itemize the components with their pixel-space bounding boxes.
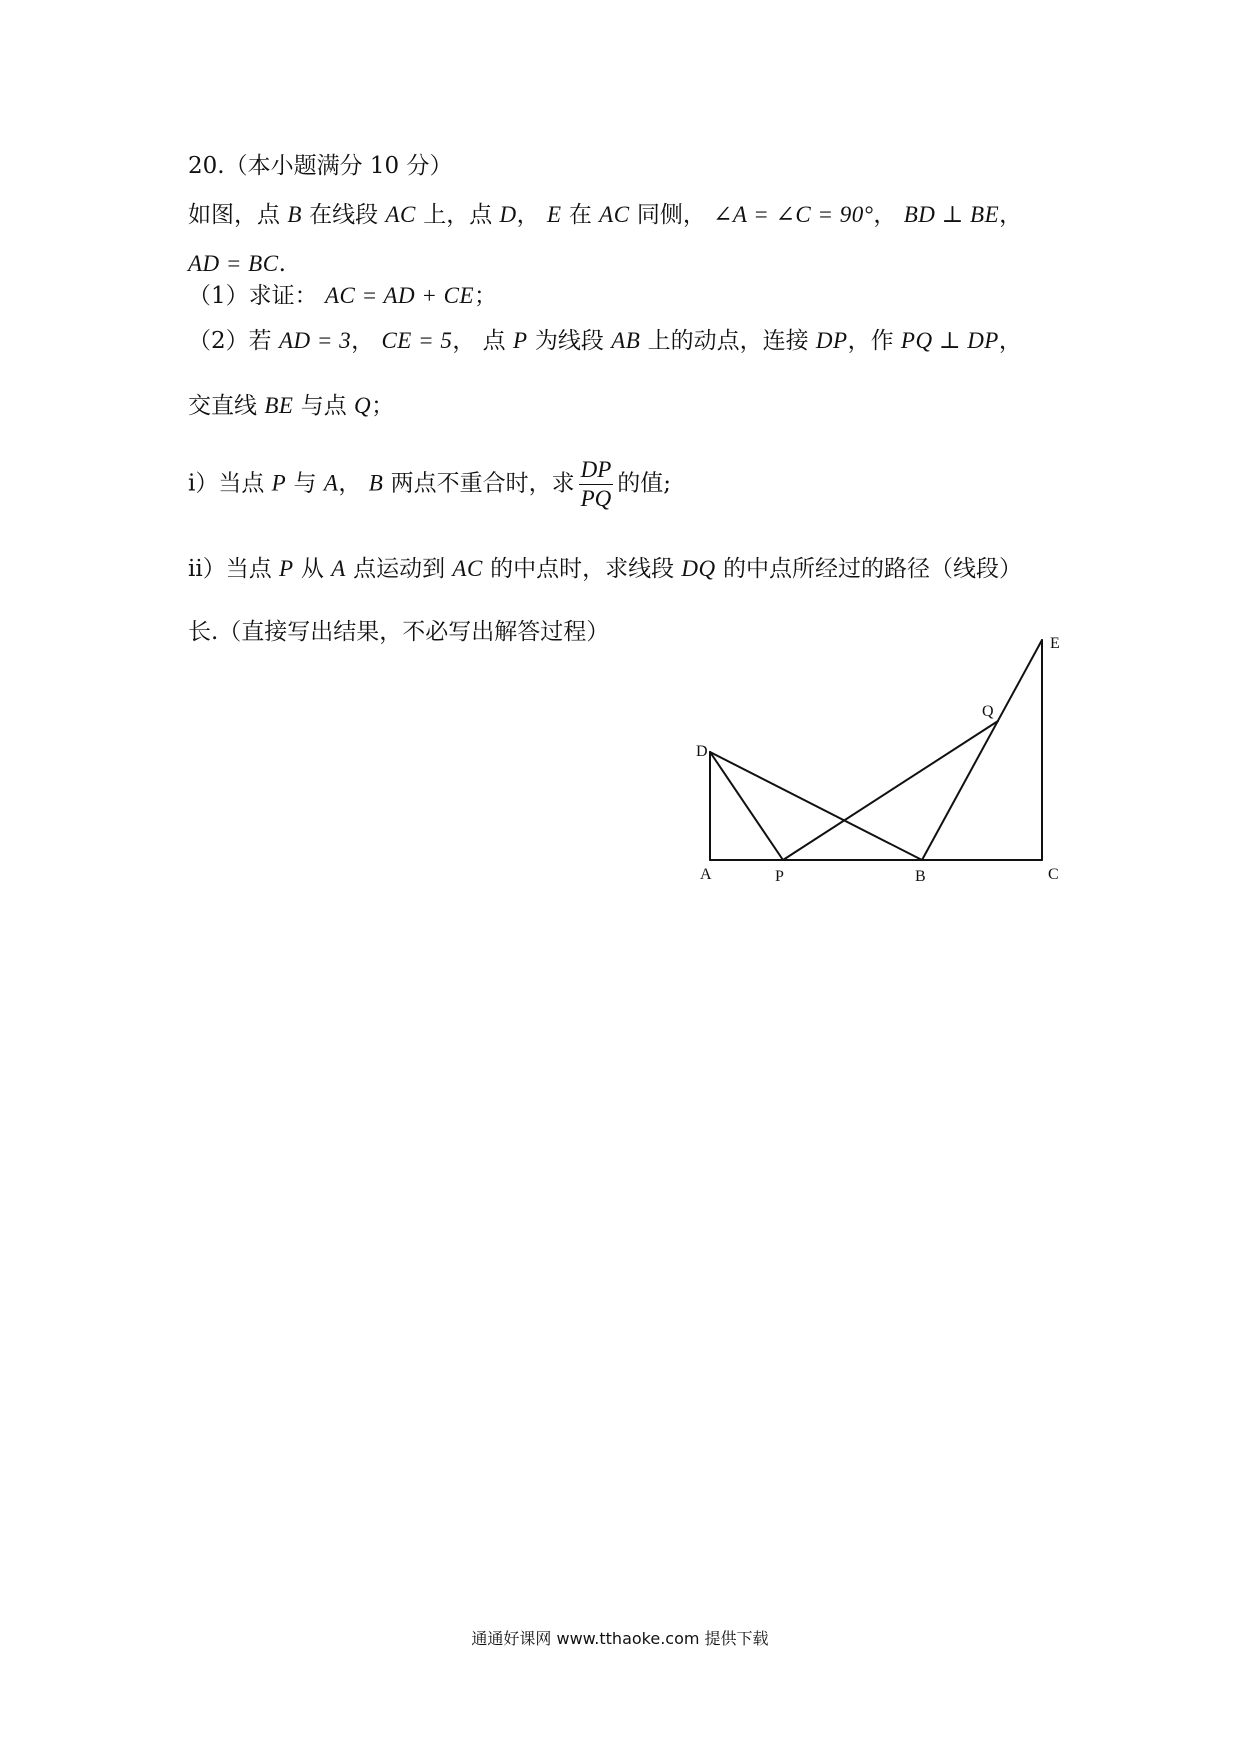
label-point-d: D — [696, 743, 708, 760]
text-fragment: 同侧， — [629, 202, 714, 228]
text-fragment: . — [278, 251, 286, 277]
math-fragment: AC — [599, 202, 630, 227]
text-fragment: （2）若 — [188, 328, 279, 354]
math-fragment: AB — [611, 328, 641, 353]
segment-pq — [783, 721, 998, 860]
geometry-figure — [680, 620, 1080, 900]
label-point-p: P — [775, 868, 784, 885]
page-footer: 通通好课网 www.tthaoke.com 提供下载 — [471, 1629, 769, 1648]
math-fragment: BD ⊥ BE — [903, 202, 1000, 227]
text-fragment: ， — [873, 202, 904, 228]
label-point-b: B — [915, 868, 926, 885]
problem-statement-line-1 — [188, 200, 1022, 230]
math-fragment: B — [287, 202, 302, 227]
math-fragment: A — [331, 556, 346, 581]
text-fragment: 两点不重合时，求 — [383, 470, 575, 497]
part-2 — [188, 326, 1022, 356]
text-fragment: ， — [999, 202, 1023, 228]
math-fragment: AD = 3 — [278, 328, 352, 353]
math-fragment: AC = AD + CE — [324, 283, 475, 308]
text-fragment: ， 点 — [452, 328, 513, 354]
segment-dp — [710, 752, 783, 860]
fraction-denominator: PQ — [580, 486, 612, 511]
math-fragment: CE = 5 — [381, 328, 453, 353]
text-fragment: ， — [351, 328, 382, 354]
math-fragment: P — [513, 328, 528, 353]
text-fragment: 在线段 — [301, 202, 386, 228]
text-fragment: 与点 — [293, 393, 355, 419]
text-fragment: 交直线 — [188, 393, 265, 419]
text-fragment: 上，点 — [415, 202, 500, 228]
label-point-c: C — [1048, 866, 1059, 883]
math-fragment: BE — [264, 393, 294, 418]
text-fragment: 的值; — [617, 470, 672, 497]
text-fragment: ； — [371, 393, 395, 419]
text-fragment: （1）求证： — [188, 283, 325, 309]
fraction-dp-over-pq — [579, 456, 614, 513]
text-fragment: 从 — [293, 556, 332, 582]
label-point-e: E — [1050, 635, 1060, 652]
text-fragment: 的中点所经过的路径（线段） — [715, 556, 1022, 582]
math-fragment: P — [279, 556, 294, 581]
label-point-q: Q — [982, 703, 994, 720]
math-fragment: D — [499, 202, 517, 227]
text-fragment: 的中点时，求线段 — [482, 556, 682, 582]
text-fragment: ， — [338, 470, 369, 497]
text-fragment: 为线段 — [527, 328, 612, 354]
text-fragment: ； — [474, 283, 498, 309]
segment-be — [922, 640, 1042, 860]
text-fragment: ，作 — [847, 328, 901, 354]
text-fragment: 如图，点 — [188, 202, 288, 228]
math-fragment: PQ ⊥ DP — [900, 328, 999, 353]
math-fragment: AC — [452, 556, 483, 581]
math-fragment: Q — [354, 393, 372, 418]
sub-question-ii-continued: 长.（直接写出结果，不必写出解答过程） — [188, 619, 610, 645]
problem-statement-line-2 — [188, 249, 286, 279]
text-fragment: ii）当点 — [188, 556, 280, 582]
text-fragment: ， — [516, 202, 547, 228]
label-point-a: A — [700, 866, 712, 883]
text-fragment: 在 — [561, 202, 600, 228]
text-fragment: 与 — [286, 470, 324, 497]
sub-question-i — [188, 456, 671, 513]
math-fragment: DQ — [681, 556, 716, 581]
math-fragment: ∠A = ∠C = 90° — [713, 202, 874, 227]
math-fragment: AD = BC — [188, 251, 279, 276]
math-fragment: A — [323, 470, 339, 496]
fraction-numerator: DP — [579, 456, 614, 485]
math-fragment: P — [271, 470, 287, 496]
math-fragment: B — [368, 470, 384, 496]
part-1 — [188, 281, 497, 311]
part-2-continued — [188, 391, 394, 421]
segment-db — [710, 752, 922, 860]
sub-question-ii — [188, 554, 1022, 584]
text-fragment: i）当点 — [188, 470, 272, 497]
math-fragment: E — [546, 202, 562, 227]
problem-header: 20.（本小题满分 10 分） — [188, 153, 453, 179]
math-fragment: DP — [815, 328, 848, 353]
text-fragment: 上的动点，连接 — [640, 328, 816, 354]
text-fragment: 点运动到 — [345, 556, 453, 582]
text-fragment: ， — [998, 328, 1022, 354]
math-fragment: AC — [385, 202, 416, 227]
